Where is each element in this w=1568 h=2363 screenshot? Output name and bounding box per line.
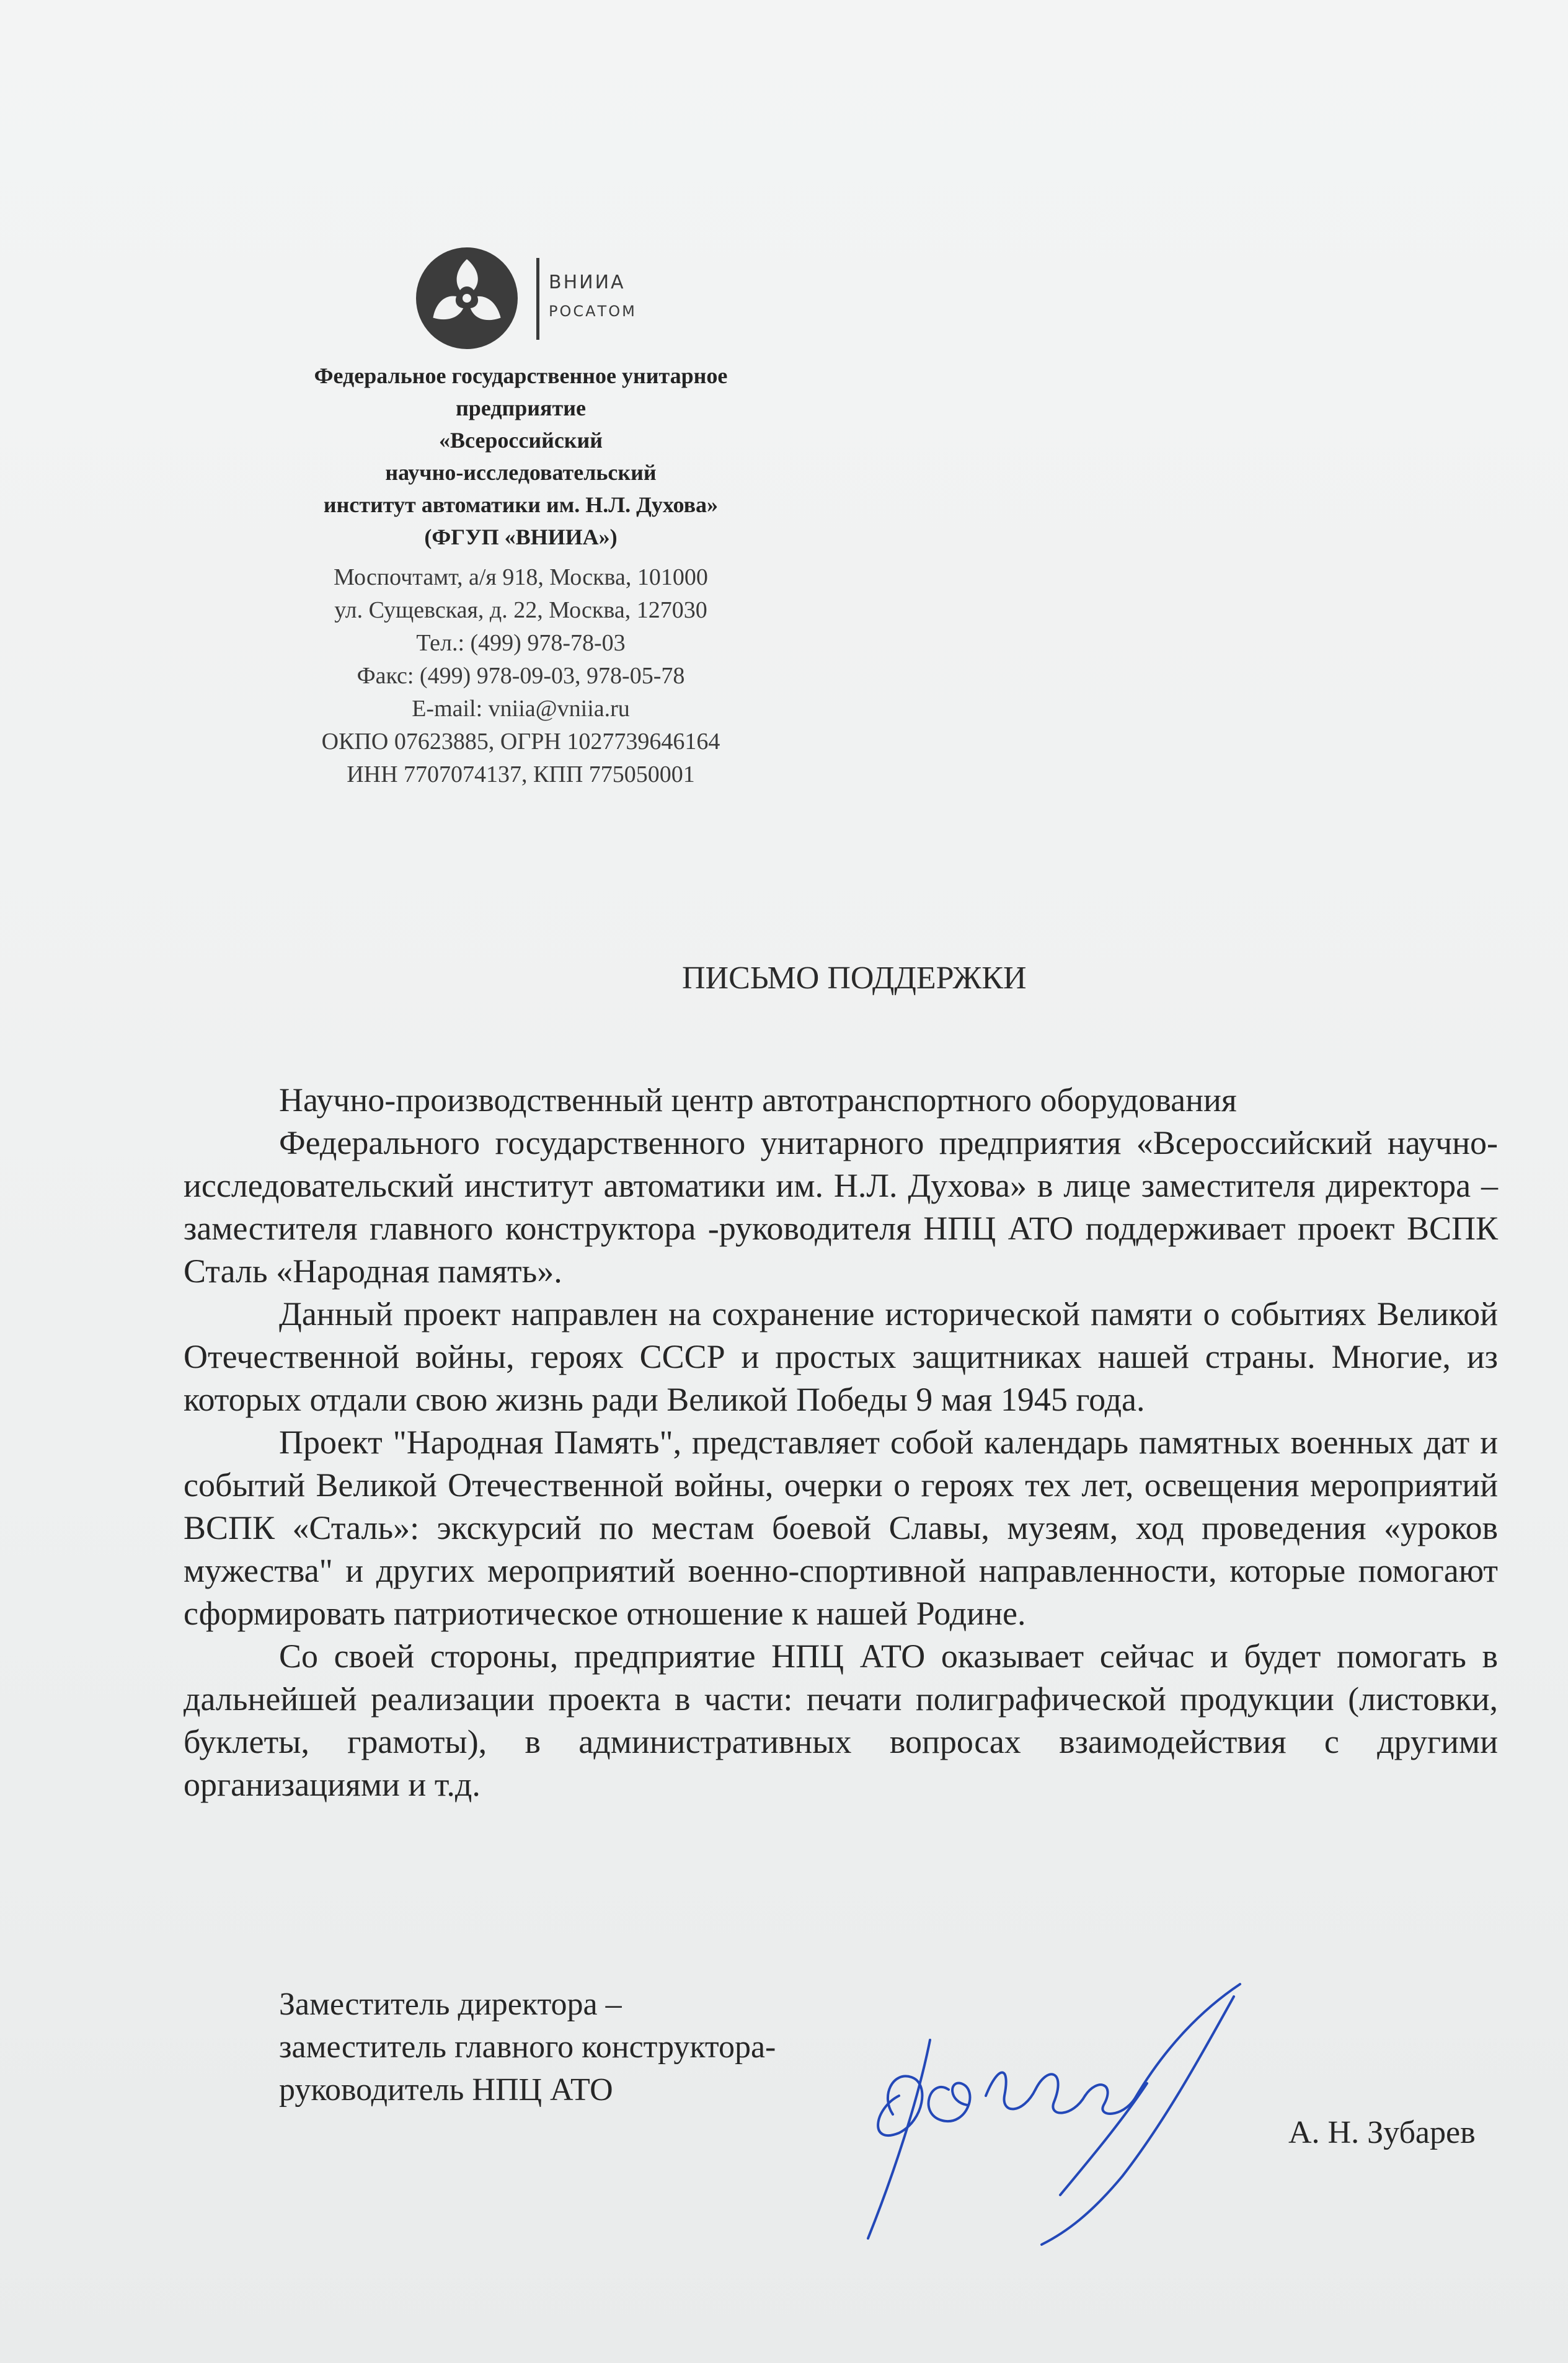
organization-logo (414, 246, 687, 351)
letter-body (184, 1079, 1498, 1806)
logo-text-vniia: ВНИИА (549, 272, 626, 293)
contact-okpo-ogrn: ОКПО 07623885, ОГРН 1027739646164 (321, 729, 720, 755)
contact-phone: Тел.: (499) 978-78-03 (416, 630, 626, 656)
org-name-line: Федеральное государственное унитарное (314, 363, 728, 388)
signer-position (279, 1983, 776, 2111)
contact-postal-address: Моспочтамт, а/я 918, Москва, 101000 (334, 564, 708, 590)
signer-position-line: Заместитель директора – (279, 1987, 622, 2022)
org-name-line: предприятие (456, 396, 586, 420)
letter-title: ПИСЬМО ПОДДЕРЖКИ (682, 960, 1027, 996)
signer-position-line: заместитель главного конструктора- (279, 2029, 776, 2065)
body-paragraph: Данный проект направлен на сохранение исторической памяти о событиях Великой Отечественной войны, героях СССР и простых защитниках нашей страны. Многие, из которых отдали свою жизнь ради Великой Победы 9 мая 1945 года. (184, 1295, 1498, 1418)
rosatom-emblem-icon (414, 246, 520, 351)
contact-street-address: ул. Сущевская, д. 22, Москва, 127030 (334, 597, 707, 623)
organization-contacts (174, 561, 868, 791)
org-name-line: научно-исследовательский (385, 460, 657, 485)
org-name-line: «Всероссийский (438, 428, 603, 453)
body-paragraph: Федерального государственного унитарного предприятия «Всероссийский научно-исследовательский институт автоматики им. Н.Л. Духова» в лице заместителя директора – заместителя главного конструктора -руководителя НПЦ АТО поддерживает проект ВСПК Сталь «Народная память». (184, 1124, 1498, 1290)
handwritten-signature (856, 1972, 1265, 2257)
signer-name: А. Н. Зубарев (1288, 2115, 1476, 2150)
signer-position-line: руководитель НПЦ АТО (279, 2072, 613, 2108)
contact-email: E-mail: vniia@vniia.ru (412, 696, 630, 722)
body-paragraph: Проект "Народная Память", представляет собой календарь памятных военных дат и событий Великой Отечественной войны, очерки о героях тех лет, освещения мероприятий ВСПК «Сталь»: экскурсий по местам боевой Славы, музеям, ход проведения «уроков мужества" и других мероприятий военно-спортивной направленности, которые помогают сформировать патриотическое отношение к нашей Родине. (184, 1424, 1498, 1632)
contact-fax: Факс: (499) 978-09-03, 978-05-78 (357, 663, 685, 689)
logo-text-rosatom: РОСАТОМ (549, 303, 637, 320)
logo-divider (536, 258, 539, 340)
org-name-line: (ФГУП «ВНИИА») (424, 525, 618, 549)
contact-inn-kpp: ИНН 7707074137, КПП 775050001 (347, 761, 695, 787)
organization-name (174, 360, 868, 553)
body-paragraph: Со своей стороны, предприятие НПЦ АТО оказывает сейчас и будет помогать в дальнейшей реализации проекта в части: печати полиграфической продукции (листовки, буклеты, грамоты), в административных вопросах взаимодействия с другими организациями и т.д. (184, 1638, 1498, 1803)
body-paragraph: Научно-производственный центр автотранспортного оборудования (279, 1081, 1237, 1119)
org-name-line: институт автоматики им. Н.Л. Духова» (323, 492, 719, 517)
